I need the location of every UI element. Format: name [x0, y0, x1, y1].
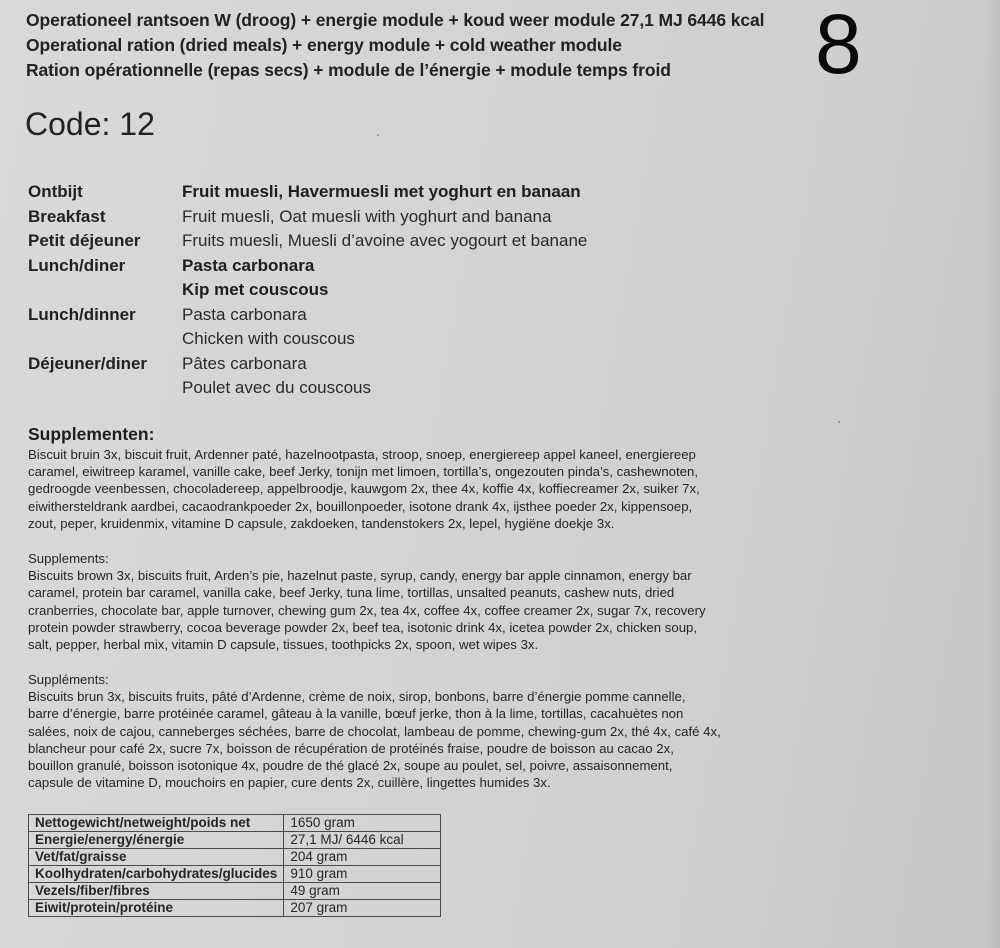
meal-value: Pâtes carbonara [182, 353, 307, 373]
nutrition-label: Nettogewicht/netweight/poids net [29, 815, 284, 832]
meal-label: Lunch/diner [28, 255, 126, 275]
meal-row-dejeuner-diner-fr-2 [28, 376, 668, 401]
supplements-line: caramel, eiwitreep karamel, vanille cake, beef Jerky, tonijn met limoen, tortilla’s, ongezouten pinda’s, cashewnoten, [28, 464, 698, 480]
table-row [29, 815, 441, 832]
meal-row-lunch-diner-nl [28, 254, 668, 279]
supplements-list-nl [28, 446, 728, 532]
title-dutch: Operationeel rantsoen W (droog) + energie module + koud weer module 27,1 MJ 6446 kcal [26, 10, 765, 30]
supplements-line: barre d’énergie, barre protéinée caramel, gâteau à la vanille, bœuf jerke, thon à la lime, tortillas, cacahuètes non [28, 706, 684, 722]
table-row [29, 866, 441, 883]
nutrition-label: Koolhydraten/carbohydrates/glucides [29, 866, 284, 883]
meal-label [28, 278, 182, 303]
table-row [29, 883, 441, 900]
meal-list [28, 180, 668, 401]
supplements-heading-nl: Supplementen: [28, 424, 155, 444]
meal-label: Breakfast [28, 206, 106, 226]
meal-value: Fruit muesli, Havermuesli met yoghurt en banaan [182, 182, 581, 201]
ration-title-block [26, 8, 764, 83]
table-row [29, 900, 441, 917]
table-row [29, 849, 441, 866]
nutrition-value: 27,1 MJ/ 6446 kcal [284, 832, 441, 849]
paper-speck [377, 134, 379, 136]
supplements-heading-en: Supplements: [28, 551, 109, 566]
meal-value: Fruits muesli, Muesli d’avoine avec yogourt et banane [182, 231, 588, 250]
meal-row-lunch-dinner-en-2 [28, 327, 668, 352]
supplements-list-en [28, 550, 728, 653]
meal-label [28, 376, 182, 401]
nutrition-value: 910 gram [284, 866, 441, 883]
supplements-line: protein powder strawberry, cocoa beverage powder 2x, beef tea, isotonic drink 4x, icetea powder 2x, chicken soup, [28, 619, 698, 635]
meal-label: Déjeuner/diner [28, 353, 148, 373]
supplements-line: Biscuit bruin 3x, biscuit fruit, Ardenner paté, hazelnootpasta, stroop, snoep, energiereep appel kaneel, energiereep [28, 447, 696, 462]
meal-label [28, 327, 182, 352]
supplements-line: Biscuits brun 3x, biscuits fruits, pâté d’Ardenne, crème de noix, sirop, bonbons, barre d’énergie pomme cannelle, [28, 689, 686, 705]
nutrition-value: 204 gram [284, 849, 441, 866]
meal-row-ontbijt [28, 180, 668, 205]
supplements-line: eiwithersteldrank aardbei, cacaodrankpoeder 2x, bouillonpoeder, isotone drank 4x, ijsthee poeder 2x, kippensoep, [28, 498, 693, 514]
meal-value: Chicken with couscous [182, 329, 355, 348]
meal-value: Kip met couscous [182, 280, 329, 299]
meal-label: Lunch/dinner [28, 304, 136, 324]
nutrition-label: Energie/energy/énergie [29, 832, 284, 849]
nutrition-label: Eiwit/protein/protéine [29, 900, 284, 917]
page-edge-shadow [986, 0, 1000, 948]
supplements-line: salées, noix de cajou, canneberges séchées, barre de chocolat, lambeau de pomme, chewing-gum 2x, thé 4x, café 4x, [28, 723, 721, 739]
supplements-heading-fr: Suppléments: [28, 672, 109, 687]
nutrition-value: 207 gram [284, 900, 441, 917]
menu-number: 8 [815, 0, 862, 91]
supplements-line: capsule de vitamine D, mouchoirs en papier, cure dents 2x, cuillère, lingettes humides 3x. [28, 775, 551, 791]
nutrition-label: Vezels/fiber/fibres [29, 883, 284, 900]
meal-value: Poulet avec du couscous [182, 378, 372, 397]
paper-speck [838, 421, 840, 423]
supplements-line: salt, pepper, herbal mix, vitamin D capsule, tissues, toothpicks 2x, spoon, wet wipes 3x. [28, 637, 539, 653]
supplements-line: blancheur pour café 2x, sucre 7x, boisson de récupération de protéinés fraise, poudre de boisson au cacao 2x, [28, 740, 674, 756]
meal-row-petit-dejeuner [28, 229, 668, 254]
title-english: Operational ration (dried meals) + energy module + cold weather module [26, 35, 622, 55]
supplements-line: gedroogde veenbessen, chocoladereep, appelbroodje, kauwgom 2x, thee 4x, koffie 4x, koffiecreamer 2x, suiker 7x, [28, 481, 700, 497]
meal-label: Petit déjeuner [28, 231, 141, 250]
supplements-line: zout, peper, kruidenmix, vitamine D capsule, zakdoeken, tandenstokers 2x, lepel, hygiëne doekje 3x. [28, 515, 615, 531]
nutrition-table [28, 814, 441, 917]
meal-label: Ontbijt [28, 182, 83, 201]
supplements-line: Biscuits brown 3x, biscuits fruit, Arden’s pie, hazelnut paste, syrup, candy, energy bar apple cinnamon, energy bar [28, 568, 692, 584]
nutrition-value: 1650 gram [284, 815, 441, 832]
supplements-line: cranberries, chocolate bar, apple turnover, chewing gum 2x, tea 4x, coffee 4x, coffee creamer 2x, sugar 7x, recovery [28, 602, 706, 618]
supplements-line: caramel, protein bar caramel, vanilla cake, beef Jerky, tuna lime, tortillas, unsalted peanuts, cashew nuts, dried [28, 585, 675, 601]
table-row [29, 832, 441, 849]
meal-value: Pasta carbonara [182, 255, 315, 275]
nutrition-value: 49 gram [284, 883, 441, 900]
supplements-list-fr [28, 671, 728, 791]
meal-row-breakfast [28, 205, 668, 230]
title-french: Ration opérationnelle (repas secs) + module de l’énergie + module temps froid [26, 60, 671, 80]
meal-value: Fruit muesli, Oat muesli with yoghurt and banana [182, 206, 552, 226]
ration-code: Code: 12 [25, 106, 155, 142]
meal-value: Pasta carbonara [182, 304, 307, 324]
nutrition-label: Vet/fat/graisse [29, 849, 284, 866]
supplements-line: bouillon granulé, boisson isotonique 4x, poudre de thé glacé 2x, soupe au poulet, sel, poivre, assaisonnement, [28, 758, 673, 774]
meal-row-lunch-diner-nl-2 [28, 278, 668, 303]
meal-row-lunch-dinner-en [28, 303, 668, 328]
meal-row-dejeuner-diner-fr [28, 352, 668, 377]
